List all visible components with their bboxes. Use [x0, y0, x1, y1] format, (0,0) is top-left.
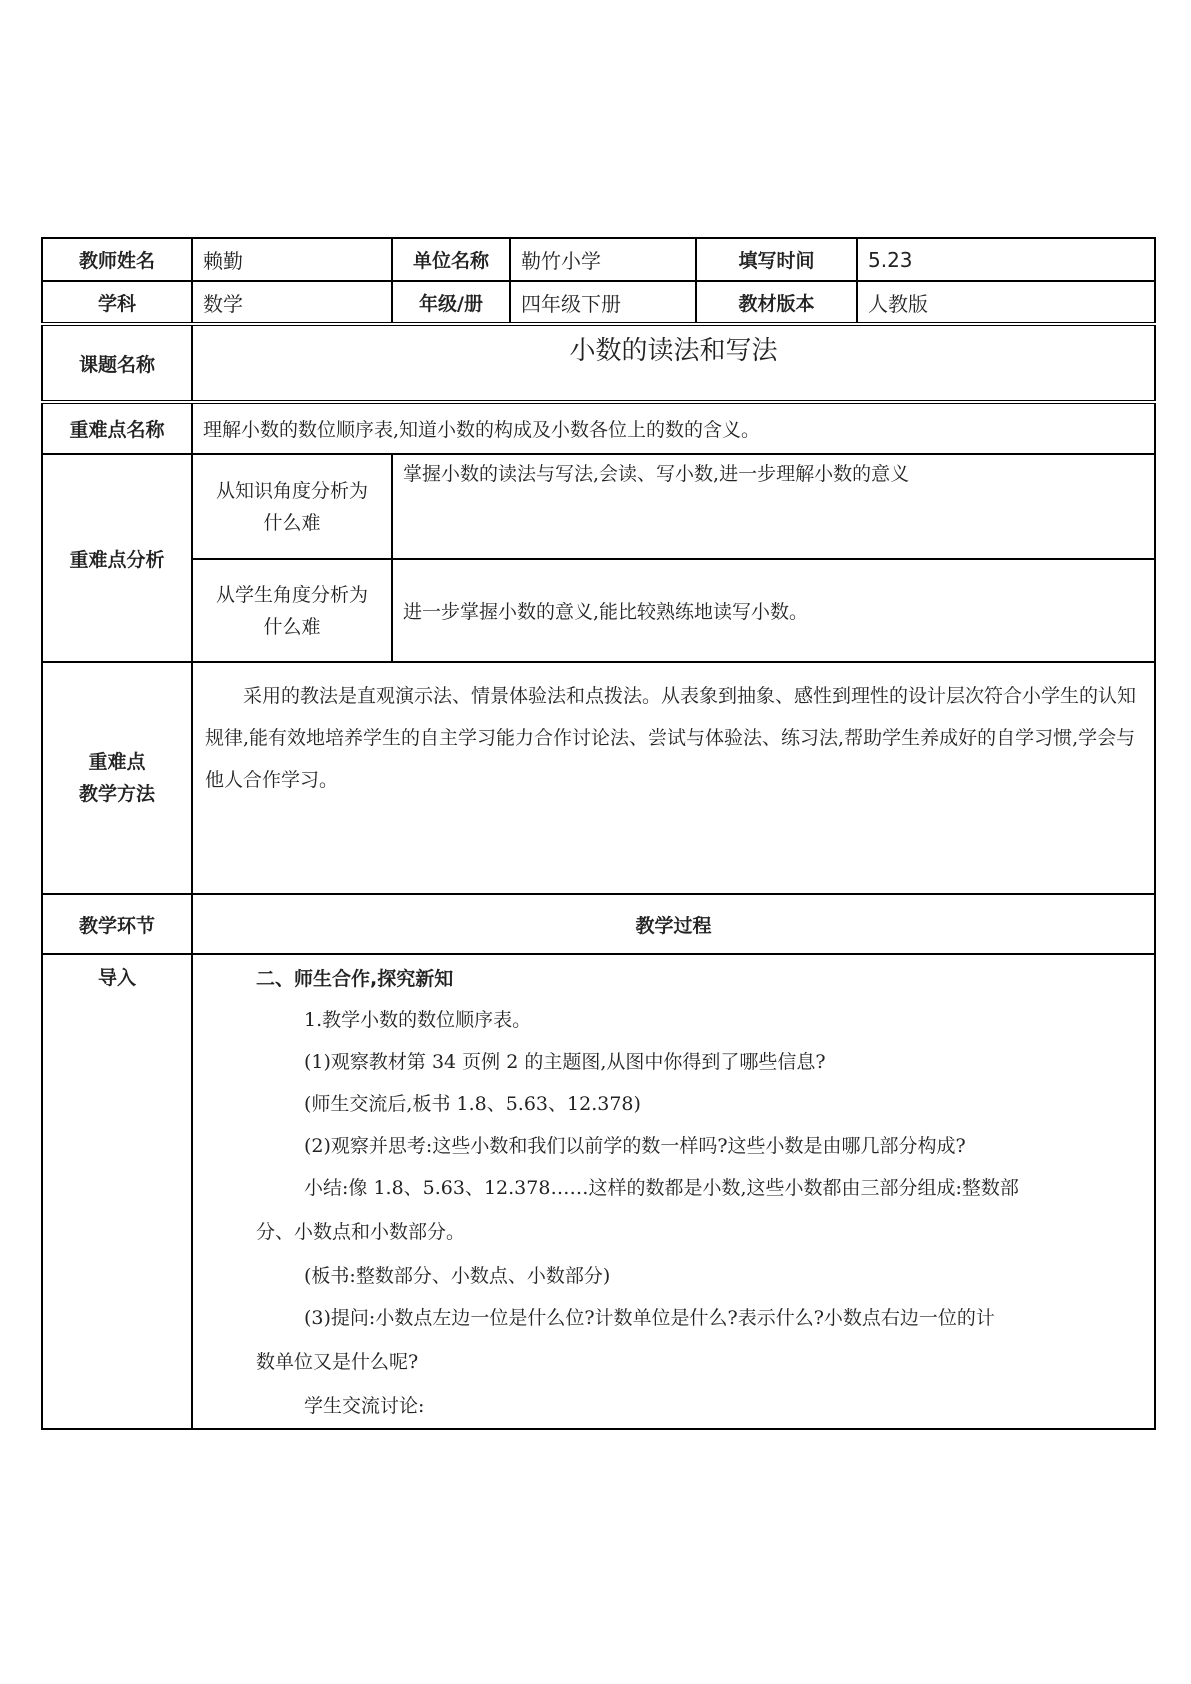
knowledge-analysis-label: [192, 454, 392, 559]
info-row-2: [42, 281, 1155, 324]
student-label-line2: 什么难: [263, 615, 321, 638]
edition-label: 教材版本: [696, 281, 857, 324]
stage-label: 导入: [42, 954, 192, 1429]
method-text: 采用的教法是直观演示法、情景体验法和点拨法。从表象到抽象、感性到理性的设计层次符合小学生的认知规律,能有效地培养学生的自主学习能力合作讨论法、尝试与体验法、练习法,帮助学生养成好的自学习惯,学会与他人合作学习。: [205, 685, 1137, 791]
grade-value: 四年级下册: [510, 281, 696, 324]
student-analysis-value: 进一步掌握小数的意义,能比较熟练地读写小数。: [392, 559, 1155, 662]
fill-date-label: 填写时间: [696, 238, 857, 281]
edition-value: 人教版: [857, 281, 1155, 324]
analysis-label: 重难点分析: [42, 454, 192, 662]
process-row: [42, 954, 1155, 1429]
process-content: [192, 954, 1155, 1429]
info-row-1: [42, 238, 1155, 281]
key-points-row: [42, 402, 1155, 454]
process-header: 教学过程: [192, 894, 1155, 954]
lesson-plan-table: [41, 237, 1156, 1430]
method-row: [42, 662, 1155, 894]
method-cell: [192, 662, 1155, 894]
process-line-7b: 数单位又是什么呢?: [256, 1351, 419, 1373]
method-label-line1: 重难点: [88, 751, 146, 773]
teacher-name-value: 赖勤: [192, 238, 392, 281]
analysis-row-knowledge: [42, 454, 1155, 559]
teacher-name-label: 教师姓名: [42, 238, 192, 281]
analysis-row-student: [42, 559, 1155, 662]
subject-value: 数学: [192, 281, 392, 324]
process-header-row: [42, 894, 1155, 954]
subject-label: 学科: [42, 281, 192, 324]
fill-date-value: 5.23: [857, 238, 1155, 281]
process-line-6: (板书:整数部分、小数点、小数部分): [304, 1265, 611, 1287]
process-line-5b: 分、小数点和小数部分。: [256, 1221, 466, 1243]
unit-name-label: 单位名称: [392, 238, 510, 281]
knowledge-label-line1: 从知识角度分析为: [215, 479, 368, 502]
knowledge-label-line2: 什么难: [263, 511, 321, 534]
student-analysis-label: [192, 559, 392, 662]
process-line-7a: (3)提问:小数点左边一位是什么位?计数单位是什么?表示什么?小数点右边一位的计: [304, 1307, 995, 1329]
stage-header: 教学环节: [42, 894, 192, 954]
topic-row: [42, 324, 1155, 402]
process-line-1: 1.教学小数的数位顺序表。: [304, 1009, 532, 1031]
knowledge-analysis-value: 掌握小数的读法与写法,会读、写小数,进一步理解小数的意义: [392, 454, 1155, 559]
process-line-4: (2)观察并思考:这些小数和我们以前学的数一样吗?这些小数是由哪几部分构成?: [304, 1135, 966, 1157]
key-points-label: 重难点名称: [42, 402, 192, 454]
process-line-5a: 小结:像 1.8、5.63、12.378……这样的数都是小数,这些小数都由三部分组成:整数部: [304, 1177, 1019, 1199]
topic-label: 课题名称: [42, 324, 192, 402]
student-label-line1: 从学生角度分析为: [215, 583, 368, 606]
unit-name-value: 勒竹小学: [510, 238, 696, 281]
lesson-plan-document: [41, 237, 1154, 1430]
process-line-8: 学生交流讨论:: [304, 1395, 425, 1417]
topic-title: 小数的读法和写法: [192, 324, 1155, 402]
grade-label: 年级/册: [392, 281, 510, 324]
key-points-value: 理解小数的数位顺序表,知道小数的构成及小数各位上的数的含义。: [192, 402, 1155, 454]
method-label: [42, 662, 192, 894]
process-heading: 二、师生合作,探究新知: [256, 968, 454, 990]
method-label-line2: 教学方法: [78, 783, 155, 805]
process-line-3: (师生交流后,板书 1.8、5.63、12.378): [304, 1093, 641, 1115]
process-line-2: (1)观察教材第 34 页例 2 的主题图,从图中你得到了哪些信息?: [304, 1051, 826, 1073]
